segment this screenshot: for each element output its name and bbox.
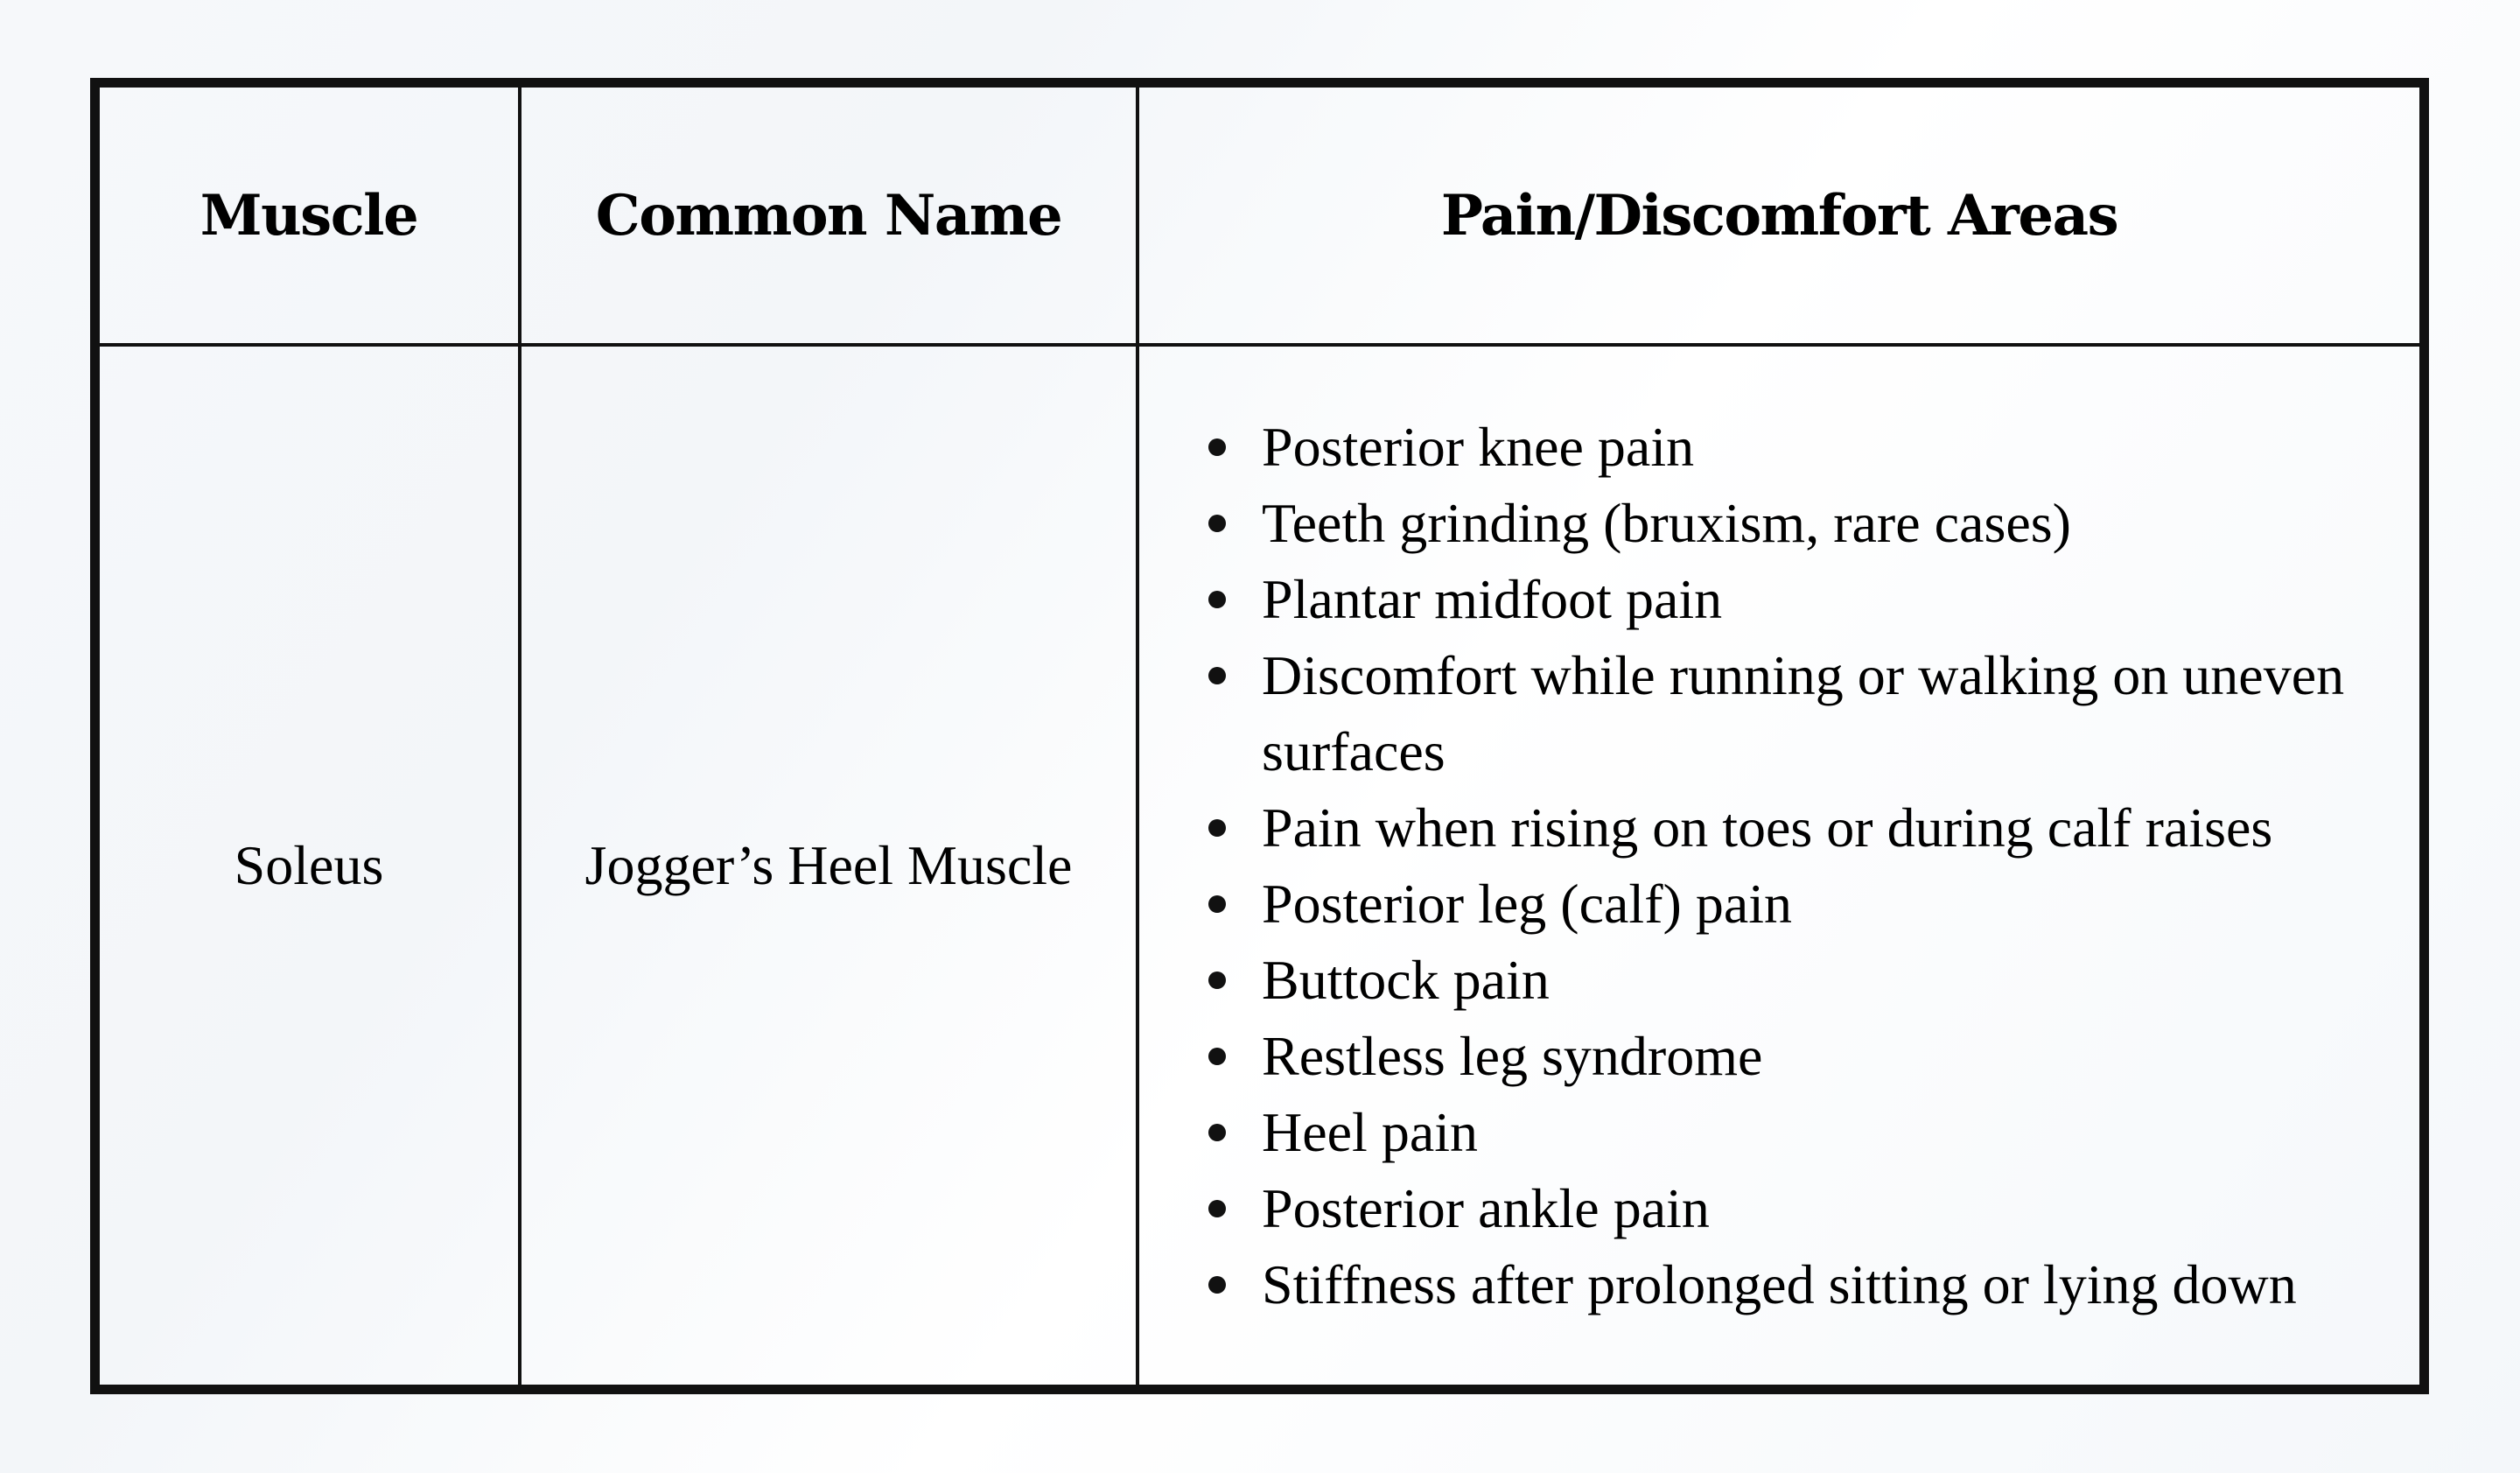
list-item xyxy=(1262,1170,2384,1246)
bullet-icon xyxy=(1208,515,1226,532)
list-item-text: Stiffness after prolonged sitting or lying down xyxy=(1262,1253,2297,1315)
header-muscle: Muscle xyxy=(98,86,520,345)
bullet-icon xyxy=(1208,1200,1226,1217)
cell-common-name: Jogger’s Heel Muscle xyxy=(520,345,1138,1386)
list-item xyxy=(1262,561,2384,637)
bullet-icon xyxy=(1208,1276,1226,1294)
muscle-pain-table xyxy=(96,84,2423,1388)
list-item-text: Restless leg syndrome xyxy=(1262,1025,1763,1087)
list-item xyxy=(1262,1246,2384,1322)
list-item xyxy=(1262,1018,2384,1094)
muscle-table xyxy=(90,78,2429,1394)
list-item xyxy=(1262,789,2384,866)
pain-areas-list xyxy=(1139,409,2419,1322)
list-item-text: Posterior ankle pain xyxy=(1262,1177,1710,1239)
list-item-text: Buttock pain xyxy=(1262,949,1550,1011)
list-item xyxy=(1262,866,2384,942)
list-item xyxy=(1262,485,2384,561)
list-item-text: Posterior leg (calf) pain xyxy=(1262,873,1792,935)
bullet-icon xyxy=(1208,1048,1226,1065)
list-item-text: Pain when rising on toes or during calf raises xyxy=(1262,796,2273,859)
list-item-text: Plantar midfoot pain xyxy=(1262,568,1723,630)
header-common-name: Common Name xyxy=(520,86,1138,345)
table-header xyxy=(98,86,2421,345)
cell-pain-areas xyxy=(1138,345,2421,1386)
list-item xyxy=(1262,637,2384,789)
bullet-icon xyxy=(1208,591,1226,608)
list-item xyxy=(1262,409,2384,485)
bullet-icon xyxy=(1208,819,1226,837)
table-row xyxy=(98,345,2421,1386)
header-row xyxy=(98,86,2421,345)
list-item xyxy=(1262,1094,2384,1170)
bullet-icon xyxy=(1208,1124,1226,1141)
bullet-icon xyxy=(1208,667,1226,684)
list-item-text: Teeth grinding (bruxism, rare cases) xyxy=(1262,492,2071,554)
bullet-icon xyxy=(1208,895,1226,913)
list-item-text: Discomfort while running or walking on uneven surfaces xyxy=(1262,644,2345,782)
list-item-text: Posterior knee pain xyxy=(1262,416,1695,478)
table-body xyxy=(98,345,2421,1386)
header-pain-areas: Pain/Discomfort Areas xyxy=(1138,86,2421,345)
bullet-icon xyxy=(1208,438,1226,456)
bullet-icon xyxy=(1208,971,1226,989)
cell-muscle: Soleus xyxy=(98,345,520,1386)
list-item xyxy=(1262,942,2384,1018)
list-item-text: Heel pain xyxy=(1262,1101,1478,1163)
